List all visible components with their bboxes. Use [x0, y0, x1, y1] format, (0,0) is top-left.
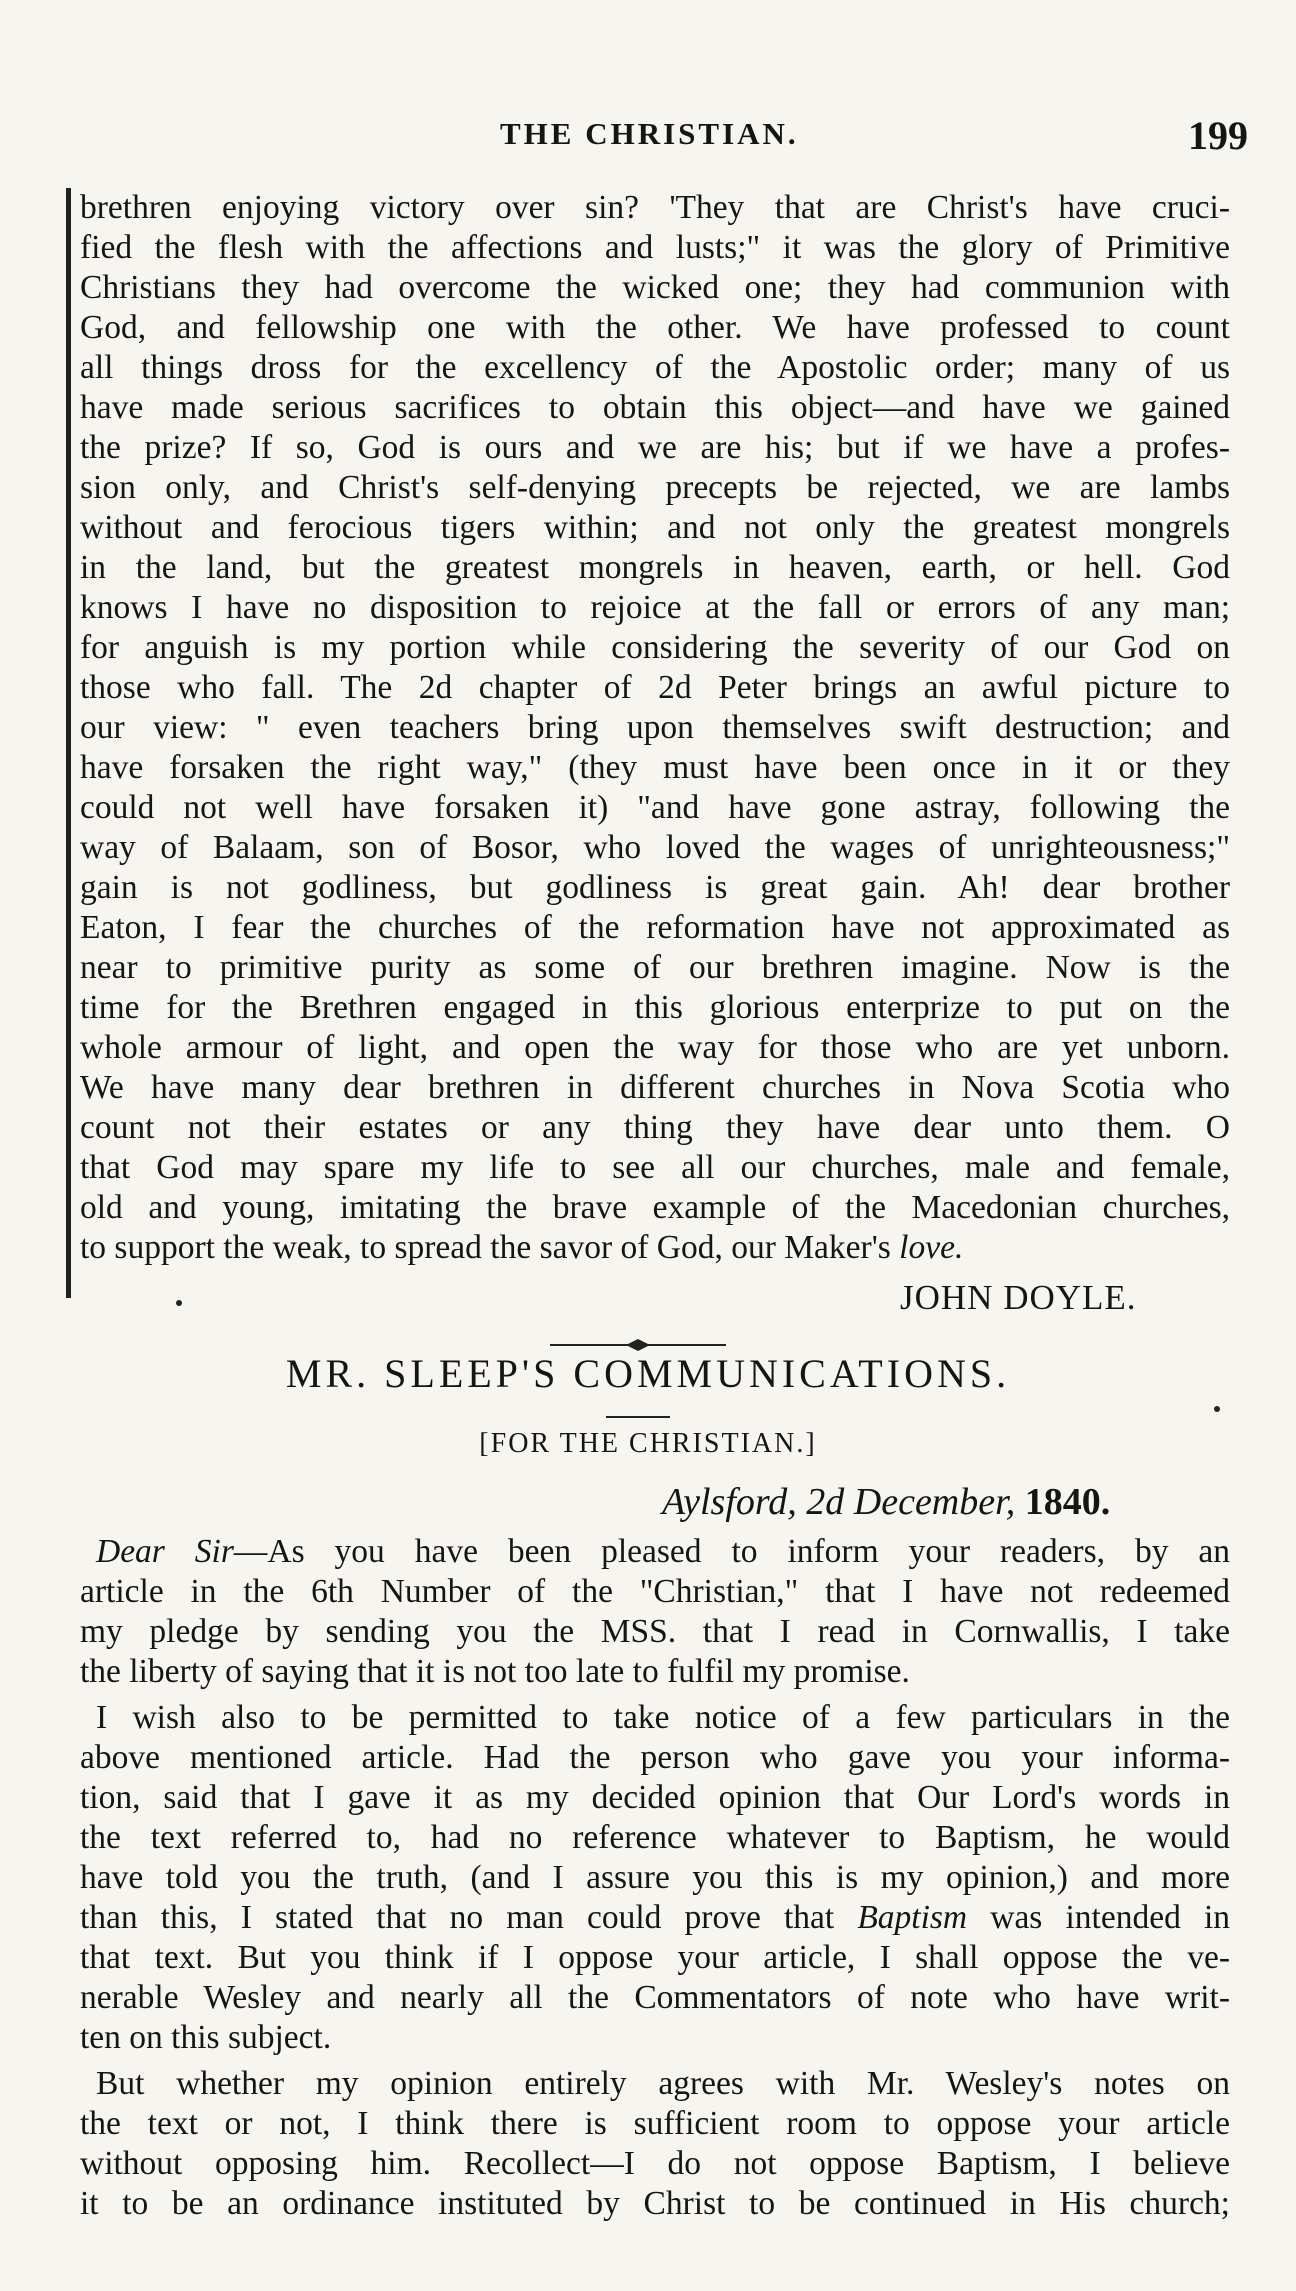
italic-word: Baptism	[857, 1899, 968, 1936]
short-rule	[606, 1416, 670, 1418]
binding-margin-rule	[66, 188, 71, 1298]
print-speck	[176, 1300, 182, 1306]
text-line: without opposing him. Recollect—I do not oppose Baptism, I believe	[80, 2145, 1230, 2182]
running-head: THE CHRISTIAN.	[500, 116, 799, 151]
section-title: MR. SLEEP'S COMMUNICATIONS.	[285, 1351, 1011, 1396]
text-span: —As you have been pleased to inform your readers, by an	[233, 1533, 1230, 1570]
text-line	[80, 1898, 1230, 1938]
text-line: near to primitive purity as some of our brethren imagine. Now is the	[80, 949, 1230, 986]
place-date-text: Aylsford, 2d December,	[662, 1481, 1016, 1523]
text-line: the text referred to, had no reference whatever to Baptism, he would	[80, 1819, 1230, 1856]
text-line: that God may spare my life to see all our churches, male and female,	[80, 1149, 1230, 1186]
text-line: gain is not godliness, but godliness is great gain. Ah! dear brother	[80, 869, 1230, 906]
text-line: We have many dear brethren in different churches in Nova Scotia who	[80, 1069, 1230, 1106]
text-line: way of Balaam, son of Bosor, who loved the wages of unrighteousness;"	[80, 829, 1230, 866]
text-line: sion only, and Christ's self-denying precepts be rejected, we are lambs	[80, 469, 1230, 506]
text-line: tion, said that I gave it as my decided opinion that Our Lord's words in	[80, 1779, 1230, 1816]
text-line: whole armour of light, and open the way for those who are yet unborn.	[80, 1029, 1230, 1066]
text-line: nerable Wesley and nearly all the Commentators of note who have writ-	[80, 1979, 1230, 2016]
text-line: Eaton, I fear the churches of the reformation have not approximated as	[80, 909, 1230, 946]
text-line: the liberty of saying that it is not too late to fulfil my promise.	[80, 1653, 910, 1690]
text-span: to support the weak, to spread the savor of God, our Maker's	[80, 1229, 891, 1266]
text-line: could not well have forsaken it) "and have gone astray, following the	[80, 789, 1230, 826]
signature: JOHN DOYLE.	[900, 1278, 1137, 1317]
text-line: it to be an ordinance instituted by Christ to be continued in His church;	[80, 2185, 1230, 2222]
text-line: God, and fellowship one with the other. We have professed to count	[80, 309, 1230, 346]
salutation: Dear Sir	[96, 1533, 234, 1570]
text-line: article in the 6th Number of the "Christian," that I have not redeemed	[80, 1573, 1230, 1610]
text-line: fied the flesh with the affections and lusts;" it was the glory of Primitive	[80, 229, 1230, 266]
text-line: my pledge by sending you the MSS. that I read in Cornwallis, I take	[80, 1613, 1230, 1650]
text-line: But whether my opinion entirely agrees with Mr. Wesley's notes on	[96, 2065, 1230, 2102]
year: 1840.	[1024, 1481, 1111, 1523]
text-line: old and young, imitating the brave example of the Macedonian churches,	[80, 1189, 1230, 1226]
text-line: have made serious sacrifices to obtain this object—and have we gained	[80, 389, 1230, 426]
page-header	[0, 112, 1296, 162]
text-line: in the land, but the greatest mongrels in heaven, earth, or hell. God	[80, 549, 1230, 586]
page-number: 199	[1188, 113, 1248, 158]
text-span: was intended in	[990, 1899, 1231, 1936]
text-line: above mentioned article. Had the person who gave you your informa-	[80, 1739, 1230, 1776]
text-line: for anguish is my portion while considering the severity of our God on	[80, 629, 1230, 666]
text-line: have told you the truth, (and I assure you this is my opinion,) and more	[80, 1859, 1230, 1896]
text-span: than this, I stated that no man could prove that	[80, 1899, 835, 1936]
text-line: Christians they had overcome the wicked one; they had communion with	[80, 269, 1230, 306]
text-line: those who fall. The 2d chapter of 2d Peter brings an awful picture to	[80, 669, 1230, 706]
italic-word: love.	[899, 1229, 964, 1266]
text-line: all things dross for the excellency of the Apostolic order; many of us	[80, 349, 1230, 386]
text-line: the text or not, I think there is sufficient room to oppose your article	[80, 2105, 1230, 2142]
text-line: ten on this subject.	[80, 2019, 332, 2056]
text-line	[96, 1532, 1230, 1572]
place-and-date	[662, 1480, 1110, 1524]
text-line: without and ferocious tigers within; and not only the greatest mongrels	[80, 509, 1230, 546]
text-line: time for the Brethren engaged in this glorious enterprize to put on the	[80, 989, 1230, 1026]
text-line: knows I have no disposition to rejoice at the fall or errors of any man;	[80, 589, 1230, 626]
dateline: [FOR THE CHRISTIAN.]	[479, 1428, 817, 1459]
text-line: the prize? If so, God is ours and we are his; but if we have a profes-	[80, 429, 1230, 466]
text-line: that text. But you think if I oppose your article, I shall oppose the ve-	[80, 1939, 1230, 1976]
text-line: have forsaken the right way," (they must have been once in it or they	[80, 749, 1230, 786]
text-line: I wish also to be permitted to take notice of a few particulars in the	[96, 1699, 1230, 1736]
text-line-last	[80, 1228, 1230, 1268]
print-speck	[1214, 1406, 1220, 1412]
text-line: count not their estates or any thing they have dear unto them. O	[80, 1109, 1230, 1146]
text-line: brethren enjoying victory over sin? 'They that are Christ's have cruci-	[80, 189, 1230, 226]
text-line: our view: " even teachers bring upon themselves swift destruction; and	[80, 709, 1230, 746]
